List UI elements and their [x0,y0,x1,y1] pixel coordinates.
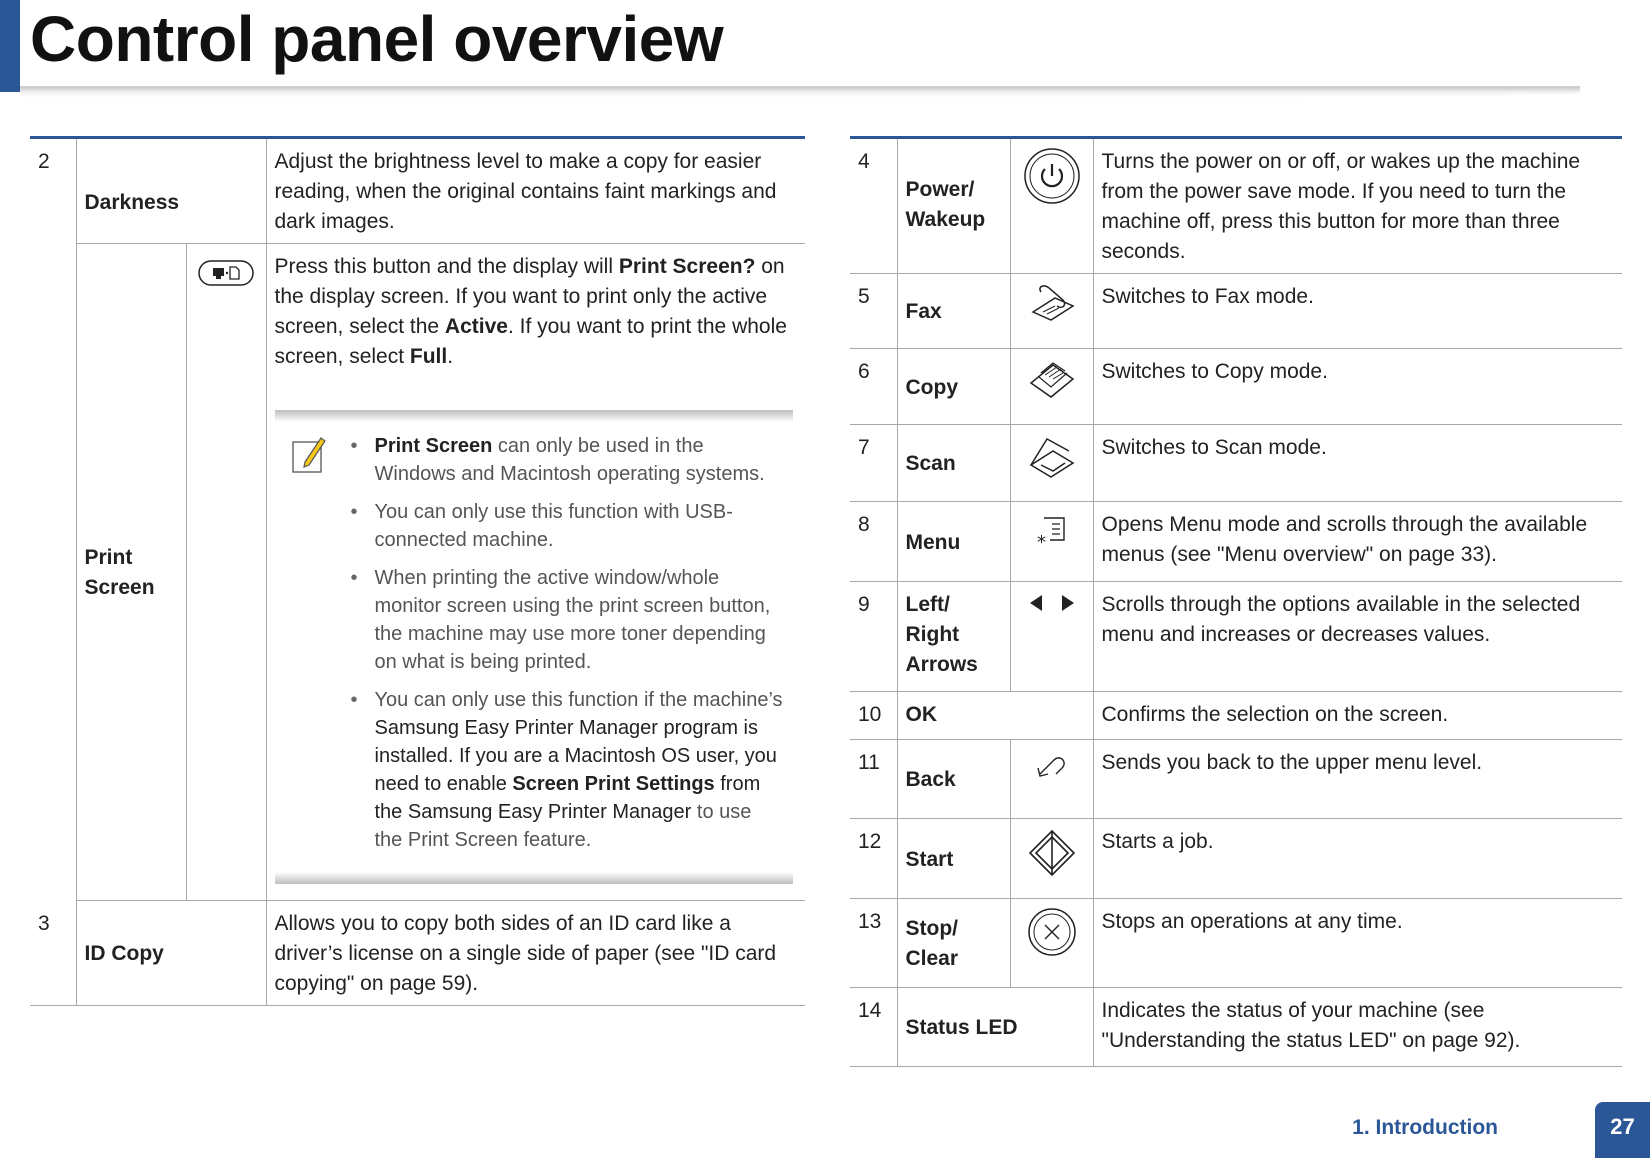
function-label: Scan [897,425,1010,502]
function-description: Confirms the selection on the screen. [1093,692,1622,740]
row-number: 10 [850,692,897,740]
table-row [850,988,1622,1067]
function-label: Menu [897,502,1010,582]
row-number: 7 [850,425,897,502]
menu-icon [1010,502,1093,582]
row-number: 9 [850,582,897,692]
function-description: Press this button and the display will Print Screen? on the display screen. If you want to print only the active screen, select the Active. If you want to print the whole screen, select Full. • Print Screen can only be used in the Windows and Macintosh operating systems. • You can only use this function with USB-connected machine. • When printing the active window/whole monitor screen using the print screen button, the machine may use more toner depending on what is being printed. • You can only use this function if the machine’s Samsung Easy Printer Manager program is installed. If you are a Macintosh OS user, you need to enable Screen Print Settings from the Samsung Easy Printer Manager to use the Print Screen feature. [266,244,805,901]
table-row [850,582,1622,692]
page-title: Control panel overview [30,3,724,75]
print-screen-icon [186,244,266,901]
table-row [850,274,1622,349]
table-row [30,138,805,244]
row-number: 13 [850,899,897,988]
right-function-table [850,136,1622,1067]
table-row [30,244,805,901]
function-label: Copy [897,349,1010,425]
function-label: OK [897,692,1093,740]
function-label: Left/ Right Arrows [897,582,1010,692]
function-description: Sends you back to the upper menu level. [1093,740,1622,819]
row-number: 8 [850,502,897,582]
function-description: Stops an operations at any time. [1093,899,1622,988]
table-row [30,901,805,1006]
function-label: Print Screen [76,244,186,901]
row-number: 14 [850,988,897,1067]
function-label: Start [897,819,1010,899]
function-description: Allows you to copy both sides of an ID card like a driver’s license on a single side of paper (see "ID card copying" on page 59). [266,901,805,1006]
note-box [275,410,794,884]
function-description: Switches to Fax mode. [1093,274,1622,349]
list-item: • When printing the active window/whole monitor screen using the print screen button, the machine may use more toner depending on what is being printed. [347,564,784,676]
row-number: 2 [30,138,76,901]
note-pencil-icon [291,434,327,474]
list-item: • You can only use this function with USB-connected machine. [347,498,784,554]
row-number: 5 [850,274,897,349]
row-number: 3 [30,901,76,1006]
row-number: 6 [850,349,897,425]
table-row [850,740,1622,819]
table-row [850,502,1622,582]
footer-section-label: 1. Introduction [1352,1116,1498,1139]
table-row [850,425,1622,502]
scan-icon [1010,425,1093,502]
function-label: Status LED [897,988,1093,1067]
svg-text:*: * [1036,532,1046,550]
start-icon [1010,819,1093,899]
function-label: Power/ Wakeup [897,138,1010,274]
page-number-badge: 27 [1595,1102,1650,1158]
function-label: ID Copy [76,901,266,1006]
table-row [850,819,1622,899]
fax-icon [1010,274,1093,349]
header-accent-bar [0,0,20,92]
function-label: Fax [897,274,1010,349]
stop-icon [1010,899,1093,988]
function-description: Opens Menu mode and scrolls through the available menus (see "Menu overview" on page 33). [1093,502,1622,582]
arrows-icon [1010,582,1093,692]
function-description: Switches to Scan mode. [1093,425,1622,502]
table-row [850,138,1622,274]
function-description: Turns the power on or off, or wakes up the machine from the power save mode. If you need to turn the machine off, press this button for more than three seconds. [1093,138,1622,274]
table-row [850,899,1622,988]
copy-icon [1010,349,1093,425]
function-label: Stop/ Clear [897,899,1010,988]
row-number: 12 [850,819,897,899]
function-description: Starts a job. [1093,819,1622,899]
function-description: Adjust the brightness level to make a copy for easier reading, when the original contains faint markings and dark images. [266,138,805,244]
list-item: • Print Screen can only be used in the Windows and Macintosh operating systems. [347,432,784,488]
function-description: Switches to Copy mode. [1093,349,1622,425]
row-number: 11 [850,740,897,819]
table-row [850,692,1622,740]
row-number: 4 [850,138,897,274]
table-row [850,349,1622,425]
left-function-table [30,136,805,1006]
list-item: • You can only use this function if the machine’s Samsung Easy Printer Manager program is installed. If you are a Macintosh OS user, you need to enable Screen Print Settings from the Samsung Easy Printer Manager to use the Print Screen feature. [347,686,784,854]
note-list [347,432,784,854]
back-icon [1010,740,1093,819]
function-description: Scrolls through the options available in the selected menu and increases or decreases values. [1093,582,1622,692]
function-description: Indicates the status of your machine (see "Understanding the status LED" on page 92). [1093,988,1622,1067]
function-label: Back [897,740,1010,819]
function-label: Darkness [76,138,266,244]
title-divider [20,86,1580,98]
power-icon [1010,138,1093,274]
